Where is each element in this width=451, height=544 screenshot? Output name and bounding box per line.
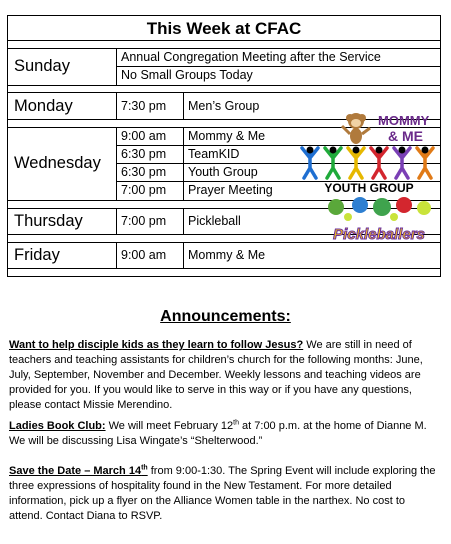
day-thursday: Thursday (8, 208, 117, 234)
announcement-kids-ministry (9, 338, 439, 413)
wednesday-event-4: Prayer Meeting (184, 182, 441, 200)
announcement-save-the-date (9, 464, 439, 524)
wednesday-event-3: Youth Group (184, 164, 441, 182)
youth-figure (394, 147, 410, 179)
row-spacer (8, 41, 441, 49)
youth-figure (325, 147, 341, 179)
youth-figure (371, 147, 387, 179)
youth-group-text: YOUTH GROUP (324, 181, 414, 195)
wednesday-time-4: 7:00 pm (117, 182, 184, 200)
announcement-body: from 9:00-1:30. The Spring Event will include exploring the three expressions of hospitality found in the New Testament. For more detailed information, pick up a flyer on the Alliance Women table in the narthex. No cost to attend. Contact Diana to RSVP. (9, 465, 436, 522)
thursday-event: Pickleball (184, 208, 441, 234)
mommy-and-me-graphic (336, 108, 432, 148)
thursday-time: 7:00 pm (117, 208, 184, 234)
row-spacer (8, 85, 441, 93)
pickleball-paddles-icon (328, 197, 431, 221)
monkey-icon (342, 113, 370, 144)
pickleballers-graphic (322, 195, 437, 245)
friday-time: 9:00 am (117, 242, 184, 268)
wednesday-event-2: TeamKID (184, 145, 441, 163)
wednesday-time-2: 6:30 pm (117, 145, 184, 163)
pickleballers-text: Pickleballers (333, 226, 425, 243)
day-wednesday: Wednesday (8, 127, 117, 200)
me-text: & ME (388, 128, 423, 144)
announcement-body: We will meet February 12 (105, 420, 234, 432)
youth-group-graphic (298, 144, 441, 197)
announcement-body: We are still in need of teachers and teaching assistants for children’s church for the following months: June, July, September, November and December. Weekly lessons and teaching videos are provided for you. If you would like to serve in this way or if you have any questions, please contact Missie Merendino. (9, 339, 423, 411)
announcement-body: at 7:00 p.m. at the home of Dianne M. We will be discussing Lisa Wingate’s “Shelterwood.” (9, 420, 427, 447)
day-monday: Monday (8, 93, 117, 119)
youth-figure (348, 147, 364, 179)
day-sunday: Sunday (8, 49, 117, 85)
sunday-event-2: No Small Groups Today (117, 67, 441, 85)
friday-event: Mommy & Me (184, 242, 441, 268)
lead-text: Save the Date – March 14 (9, 465, 142, 477)
announcement-lead (9, 465, 148, 477)
youth-figure (417, 147, 433, 179)
mommy-text: MOMMY (378, 113, 430, 128)
wednesday-time-3: 6:30 pm (117, 164, 184, 182)
youth-figure (302, 147, 318, 179)
ordinal-suffix: th (141, 464, 148, 472)
sunday-event-1: Annual Congregation Meeting after the Service (117, 49, 441, 67)
monday-time: 7:30 pm (117, 93, 184, 119)
wednesday-time-1: 9:00 am (117, 127, 184, 145)
announcement-lead: Ladies Book Club: (9, 420, 106, 432)
ordinal-suffix: th (233, 419, 239, 427)
wednesday-event-1: Mommy & Me (184, 127, 441, 145)
schedule-title: This Week at CFAC (8, 16, 441, 41)
announcement-book-club (9, 419, 439, 449)
announcement-lead: Want to help disciple kids as they learn to follow Jesus? (9, 339, 304, 351)
youth-figures-icon (302, 147, 433, 179)
row-spacer (8, 268, 441, 276)
day-friday: Friday (8, 242, 117, 268)
monday-event: Men’s Group (184, 93, 441, 119)
announcements-title: Announcements: (160, 308, 291, 325)
